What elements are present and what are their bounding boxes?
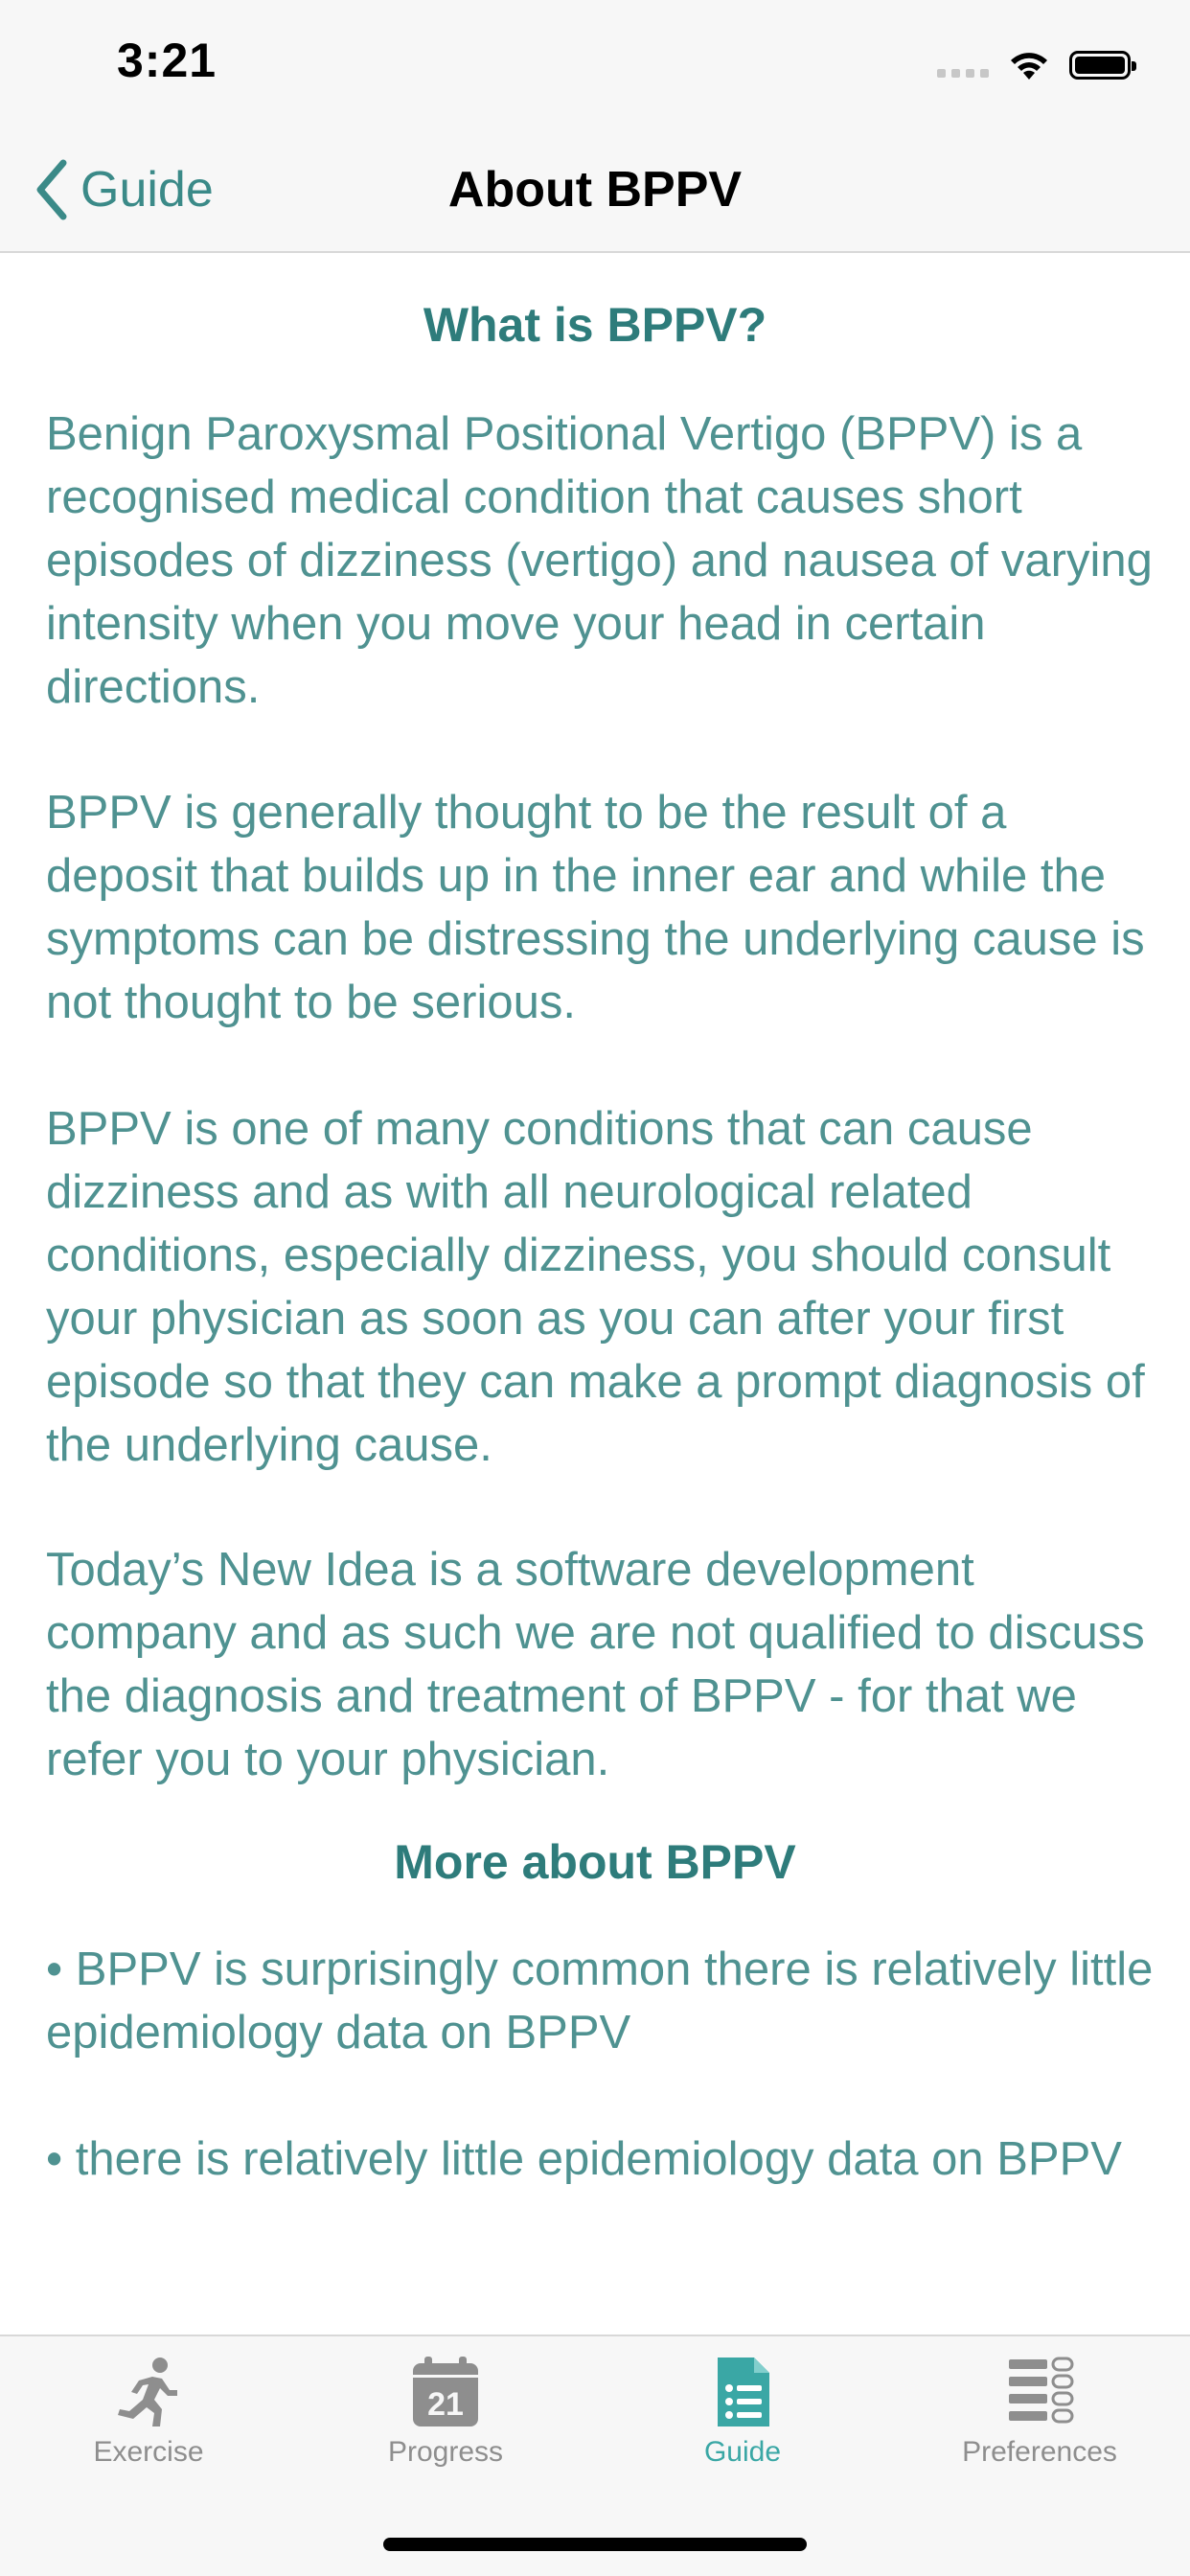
paragraph: BPPV is generally thought to be the result of a deposit that builds up in the inner ear and while the symptoms can be distressing the underlying cause is not thought to be serious. [46, 787, 1145, 1028]
tab-progress[interactable] [297, 2354, 594, 2469]
heading-more-about-bppv: More about BPPV [394, 1835, 796, 1889]
content-scroll-view[interactable] [0, 253, 1190, 2334]
cellular-signal-icon [937, 53, 989, 78]
paragraph: Benign Paroxysmal Positional Vertigo (BPPV) is a recognised medical condition that causes short episodes of dizziness (vertigo) and nausea of varying intensity when you move your head in certain directions. [46, 408, 1153, 713]
paragraph: Today’s New Idea is a software development company and as such we are not qualified to discuss the diagnosis and treatment of BPPV - for that we refer you to your physician. [46, 1544, 1145, 1785]
home-indicator[interactable] [383, 2538, 807, 2551]
tab-label: Guide [703, 2436, 782, 2468]
page-title: About BPPV [447, 162, 743, 218]
tab-label: Progress [387, 2436, 504, 2468]
tab-preferences[interactable] [891, 2354, 1188, 2469]
wifi-icon [1008, 49, 1050, 81]
battery-icon [1069, 51, 1131, 80]
calendar-day-number: 21 [427, 2386, 464, 2423]
guide-list-icon [704, 2354, 781, 2430]
status-time: 3:21 [117, 34, 217, 87]
tab-label: Exercise [93, 2436, 204, 2468]
bullet-item: • there is relatively little epidemiology data on BPPV [46, 2133, 1122, 2185]
status-icons [937, 46, 1131, 84]
back-label: Guide [80, 162, 214, 218]
running-icon [110, 2354, 187, 2430]
tab-exercise[interactable] [0, 2354, 297, 2469]
preferences-icon [1001, 2354, 1078, 2430]
tab-guide[interactable] [594, 2354, 891, 2469]
bullet-item: • BPPV is surprisingly common there is relatively little epidemiology data on BPPV [46, 1944, 1154, 2058]
tab-label: Preferences [962, 2436, 1117, 2468]
heading-what-is-bppv: What is BPPV? [423, 298, 767, 352]
status-bar [0, 0, 1190, 126]
navigation-bar [0, 126, 1190, 253]
calendar-icon [407, 2354, 484, 2430]
paragraph: BPPV is one of many conditions that can cause dizziness and as with all neurological related conditions, especially dizziness, you should consult your physician as soon as you can after your first episode so that they can make a prompt diagnosis of the underlying cause. [46, 1103, 1145, 1471]
